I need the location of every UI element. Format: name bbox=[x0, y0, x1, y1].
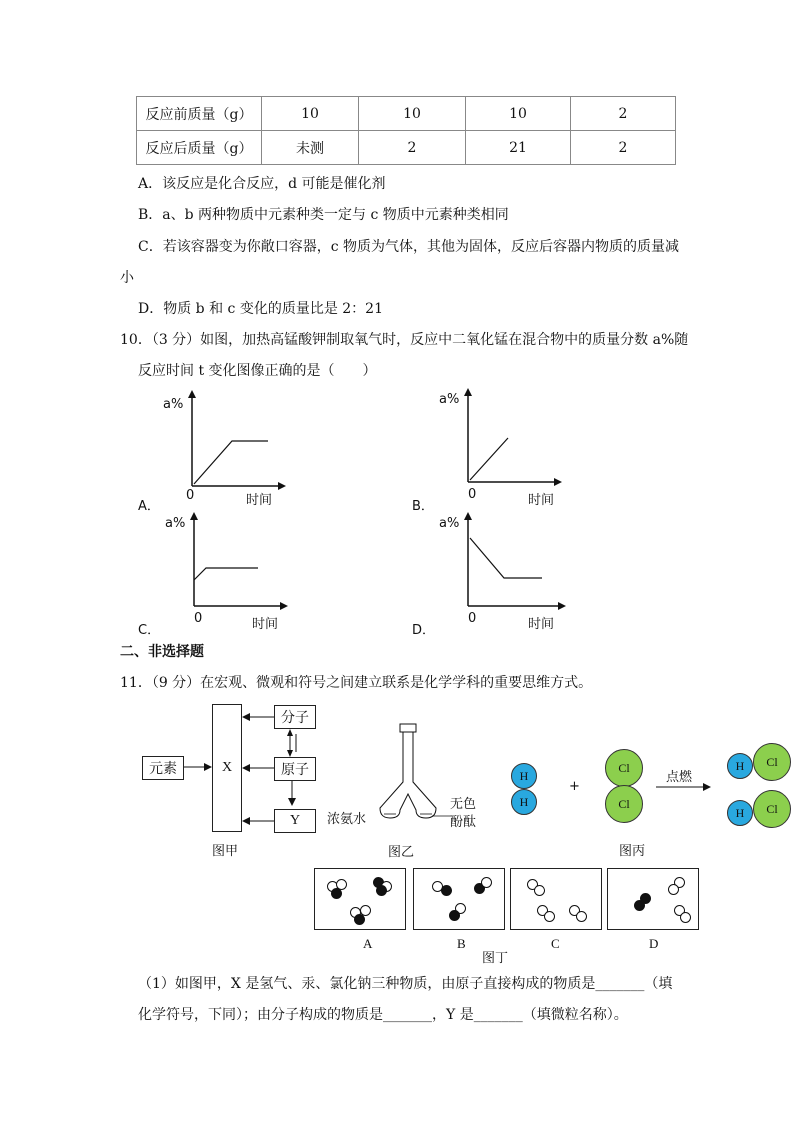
particle bbox=[634, 900, 645, 911]
figure-yi-caption: 图乙 bbox=[388, 845, 415, 860]
graph-c-xlabel: 时间 bbox=[252, 617, 279, 632]
graph-a-xlabel: 时间 bbox=[246, 493, 273, 508]
figure-bing-caption: 图丙 bbox=[619, 844, 646, 859]
reaction-arrow bbox=[656, 781, 712, 793]
hydrogen-atom: H bbox=[511, 789, 537, 815]
table-cell: 2 bbox=[571, 131, 676, 165]
table-cell: 10 bbox=[262, 97, 359, 131]
table-row bbox=[137, 131, 676, 165]
condition-label: 点燃 bbox=[666, 770, 693, 785]
table-row bbox=[137, 97, 676, 131]
panel-c-label: C bbox=[551, 936, 560, 951]
graph-c-plot bbox=[182, 510, 292, 614]
particle bbox=[668, 884, 679, 895]
y-box: Y bbox=[274, 809, 316, 833]
section-heading: 二、非选择题 bbox=[120, 644, 204, 660]
q10-stem: 10．（3 分）如图，加热高锰酸钾制取氧气时，反应中二氧化锰在混合物中的质量分数 a%随 bbox=[120, 332, 689, 348]
particle bbox=[331, 888, 342, 899]
particle bbox=[354, 914, 365, 925]
graph-b-option: B． bbox=[412, 499, 434, 514]
graph-d-option: D． bbox=[412, 623, 436, 638]
graph-c-option: C． bbox=[138, 623, 161, 638]
element-box: 元素 bbox=[142, 756, 184, 780]
graph-d-origin: 0 bbox=[468, 611, 477, 626]
chlorine-atom: Cl bbox=[605, 749, 643, 787]
graph-b-ylabel: a% bbox=[439, 392, 460, 407]
particle bbox=[576, 911, 587, 922]
graph-b-plot bbox=[456, 386, 566, 488]
q9-option-d: D．物质 b 和 c 变化的质量比是 2：21 bbox=[138, 301, 383, 317]
q9-option-a: A．该反应是化合反应，d 可能是催化剂 bbox=[138, 176, 386, 192]
table-cell: 2 bbox=[359, 131, 466, 165]
panel-d-label: D bbox=[649, 936, 659, 951]
graph-c-ylabel: a% bbox=[165, 516, 186, 531]
phenolphthalein-label-1: 无色 bbox=[450, 797, 477, 812]
particle bbox=[481, 877, 492, 888]
q10-stem-cont: 反应时间 t 变化图像正确的是（ ） bbox=[138, 363, 377, 379]
particle bbox=[449, 910, 460, 921]
q11-sub1-cont: 化学符号，下同）；由分子构成的物质是_______，Y 是_______（填微粒名称）。 bbox=[138, 1007, 628, 1023]
panel-c bbox=[510, 868, 602, 930]
chlorine-atom: Cl bbox=[753, 743, 791, 781]
hydrogen-atom: H bbox=[727, 753, 753, 779]
figure-ding-caption: 图丁 bbox=[482, 951, 509, 966]
graph-a-plot bbox=[180, 388, 290, 494]
panel-d bbox=[607, 868, 699, 930]
atom-box: 原子 bbox=[274, 757, 316, 781]
graph-c-origin: 0 bbox=[194, 611, 203, 626]
table-cell: 10 bbox=[359, 97, 466, 131]
graph-b-xlabel: 时间 bbox=[528, 493, 555, 508]
panel-b-label: B bbox=[457, 936, 466, 951]
graph-a-option: A． bbox=[138, 499, 160, 514]
hydrogen-atom: H bbox=[727, 800, 753, 826]
particle bbox=[544, 911, 555, 922]
graph-a-origin: 0 bbox=[186, 488, 195, 503]
panel-a-label: A bbox=[363, 936, 373, 951]
graph-d-xlabel: 时间 bbox=[528, 617, 555, 632]
panel-a bbox=[314, 868, 406, 930]
phenolphthalein-label-2: 酚酞 bbox=[450, 815, 477, 830]
particle bbox=[376, 885, 387, 896]
graph-d-plot bbox=[456, 510, 570, 614]
table-cell: 10 bbox=[466, 97, 571, 131]
row-label: 反应前质量（g） bbox=[137, 97, 262, 131]
figure-jia-caption: 图甲 bbox=[212, 844, 239, 859]
particle bbox=[534, 885, 545, 896]
particle bbox=[441, 885, 452, 896]
x-box: X bbox=[212, 704, 242, 832]
table-cell: 未测 bbox=[262, 131, 359, 165]
mass-table bbox=[136, 96, 676, 165]
table-cell: 2 bbox=[571, 97, 676, 131]
particle bbox=[680, 912, 691, 923]
table-cell: 21 bbox=[466, 131, 571, 165]
q9-option-b: B．a、b 两种物质中元素种类一定与 c 物质中元素种类相同 bbox=[138, 207, 509, 223]
row-label: 反应后质量（g） bbox=[137, 131, 262, 165]
q11-stem: 11．（9 分）在宏观、微观和符号之间建立联系是化学学科的重要思维方式。 bbox=[120, 675, 593, 691]
hydrogen-atom: H bbox=[511, 763, 537, 789]
graph-b-origin: 0 bbox=[468, 487, 477, 502]
q9-option-c: C．若该容器变为你敞口容器，c 物质为气体，其他为固体，反应后容器内物质的质量减 bbox=[138, 239, 680, 255]
chlorine-atom: Cl bbox=[753, 790, 791, 828]
graph-a-ylabel: a% bbox=[163, 397, 184, 412]
y-tube-apparatus bbox=[372, 722, 456, 826]
ammonia-label: 浓氨水 bbox=[327, 812, 367, 827]
chlorine-atom: Cl bbox=[605, 785, 643, 823]
q9-option-c-cont: 小 bbox=[120, 270, 134, 286]
q11-sub1: （1）如图甲，X 是氢气、汞、氯化钠三种物质，由原子直接构成的物质是_______（填 bbox=[138, 976, 673, 992]
molecule-box: 分子 bbox=[274, 705, 316, 729]
panel-b bbox=[413, 868, 505, 930]
plus-sign: + bbox=[569, 779, 580, 794]
graph-d-ylabel: a% bbox=[439, 516, 460, 531]
